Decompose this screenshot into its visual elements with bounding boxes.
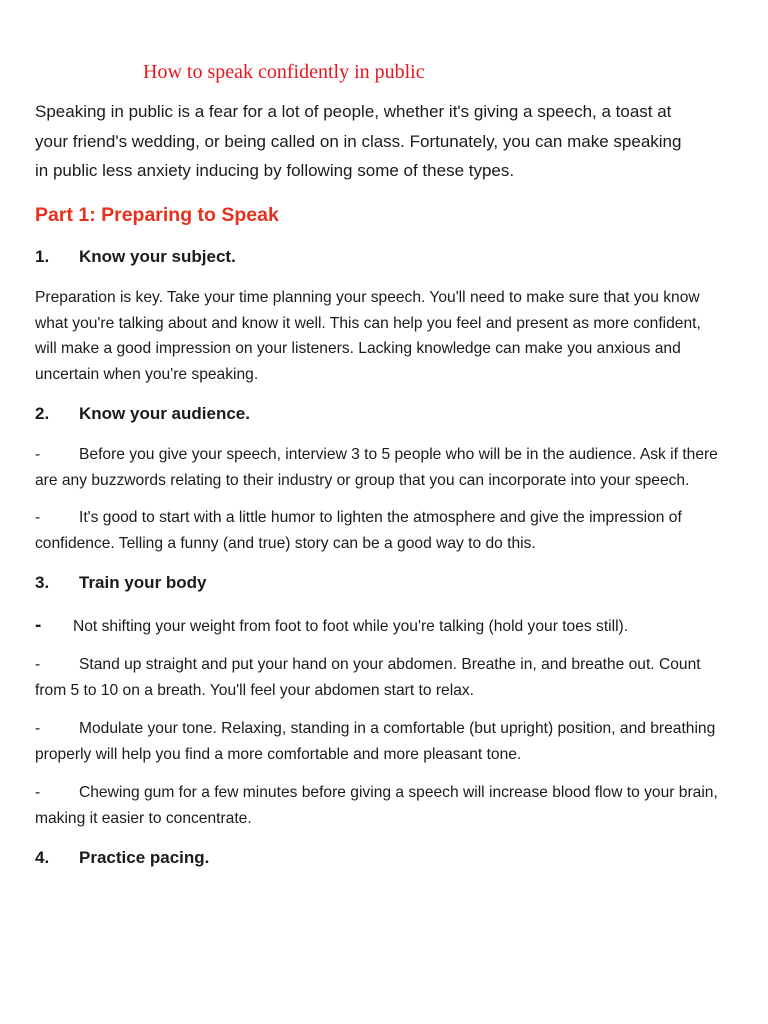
bullet-line: [35, 652, 747, 678]
section-heading-4: [35, 846, 209, 870]
bullet-line: are any buzzwords relating to their industry or group that you can incorporate into your speech.: [35, 471, 690, 489]
paragraph-line: uncertain when you're speaking.: [35, 365, 259, 383]
bullet-marker: -: [35, 446, 41, 463]
bullet-text: Chewing gum for a few minutes before giving a speech will increase blood flow to your brain,: [79, 784, 718, 801]
bullet-item: [35, 613, 747, 640]
section-number: 4.: [35, 848, 50, 867]
bullet-line: [35, 505, 747, 531]
bullet-line: from 5 to 10 on a breath. You'll feel your abdomen start to relax.: [35, 681, 474, 699]
document-title: How to speak confidently in public: [143, 61, 425, 83]
section-number: 1.: [35, 247, 50, 266]
bullet-line: confidence. Telling a funny (and true) story can be a good way to do this.: [35, 534, 536, 552]
bullet-line: [35, 613, 747, 640]
section-title: Train your body: [79, 573, 207, 592]
section-number: 3.: [35, 573, 50, 592]
bullet-item: [35, 505, 747, 556]
paragraph-line: what you're talking about and know it well. This can help you feel and present as more confident,: [35, 314, 701, 332]
bullet-text: It's good to start with a little humor to lighten the atmosphere and give the impression of: [79, 509, 682, 526]
bullet-line: [35, 716, 747, 742]
bullet-line: [35, 442, 747, 468]
bullet-marker: -: [35, 720, 41, 737]
bullet-text: Stand up straight and put your hand on your abdomen. Breathe in, and breathe out. Count: [79, 656, 701, 673]
section-title: Practice pacing.: [79, 848, 210, 867]
bullet-item: [35, 780, 747, 831]
bullet-marker: -: [35, 509, 41, 526]
section-number: 2.: [35, 404, 50, 423]
bullet-line: [35, 780, 747, 806]
bullet-item: [35, 652, 747, 703]
bullet-marker: -: [35, 784, 41, 801]
section-title: Know your audience.: [79, 404, 250, 423]
section-heading-3: [35, 571, 207, 595]
section-heading-1: [35, 245, 236, 269]
intro-line: your friend's wedding, or being called on in class. Fortunately, you can make speaking: [35, 131, 682, 151]
section-heading-2: [35, 402, 250, 426]
intro-paragraph: [35, 97, 747, 186]
paragraph-line: will make a good impression on your listeners. Lacking knowledge can make you anxious and: [35, 340, 681, 357]
section-title: Know your subject.: [79, 247, 236, 266]
section-1-paragraph: [35, 285, 747, 387]
intro-line: in public less anxiety inducing by following some of these types.: [35, 161, 515, 180]
bullet-line: making it easier to concentrate.: [35, 809, 252, 827]
bullet-text: Not shifting your weight from foot to foot while you're talking (hold your toes still).: [73, 618, 629, 635]
bullet-text: Modulate your tone. Relaxing, standing in a comfortable (but upright) position, and breathing: [79, 720, 716, 737]
bullet-marker: -: [35, 656, 41, 673]
bullet-item: [35, 716, 747, 767]
bullet-text: Before you give your speech, interview 3 to 5 people who will be in the audience. Ask if there: [79, 446, 718, 463]
paragraph-line: Preparation is key. Take your time planning your speech. You'll need to make sure that you know: [35, 289, 700, 306]
part-heading: Part 1: Preparing to Speak: [35, 204, 279, 226]
bullet-line: properly will help you find a more comfortable and more pleasant tone.: [35, 745, 522, 763]
bullet-item: [35, 442, 747, 493]
intro-line: Speaking in public is a fear for a lot of people, whether it's giving a speech, a toast at: [35, 102, 672, 121]
bullet-marker: -: [35, 615, 42, 636]
